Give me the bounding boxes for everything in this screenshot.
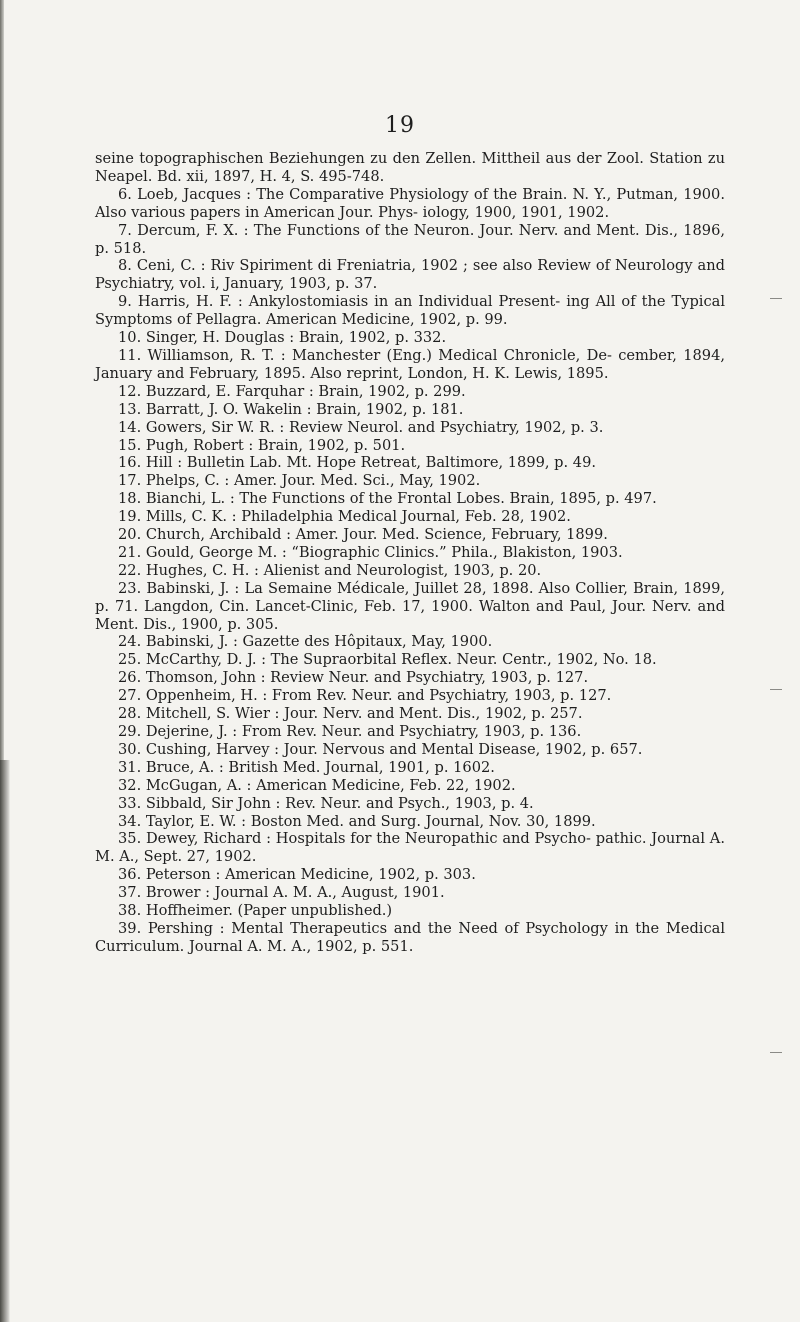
reference-31: 31. Bruce, A. : British Med. Journal, 1901, p. 1602. [118,758,495,776]
reference-7: 7. Dercum, F. X. : The Functions of the Neuron. Jour. Nerv. and Ment. Dis., 1896, p. 518. [95,221,725,257]
reference-29: 29. Dejerine, J. : From Rev. Neur. and Psychiatry, 1903, p. 136. [118,723,582,740]
reference-32: 32. McGugan, A. : American Medicine, Feb. 22, 1902. [118,776,516,794]
margin-mark [770,689,782,690]
reference-35: 35. Dewey, Richard : Hospitals for the Neuropathic and Psycho- pathic. Journal A. M. A., Sept. 27, 1902. [95,830,725,866]
reference-12: 12. Buzzard, E. Farquhar : Brain, 1902, p. 299. [118,382,466,400]
reference-20: 20. Church, Archibald : Amer. Jour. Med. Science, February, 1899. [118,526,608,544]
reference-34: 34. Taylor, E. W. : Boston Med. and Surg. Journal, Nov. 30, 1899. [118,812,596,830]
reference-list [95,150,725,956]
margin-mark [770,1052,782,1053]
reference-14: 14. Gowers, Sir W. R. : Review Neurol. and Psychiatry, 1902, p. 3. [118,418,604,436]
reference-38: 38. Hoffheimer. (Paper unpublished.) [118,902,393,920]
reference-21: 21. Gould, George M. : “Biographic Clinics.” Phila., Blakiston, 1903. [118,543,623,561]
reference-30: 30. Cushing, Harvey : Jour. Nervous and Mental Disease, 1902, p. 657. [118,740,643,758]
reference-23: 23. Babinski, J. : La Semaine Médicale, Juillet 28, 1898. Also Collier, Brain, 1899, p. 71. Langdon, Cin. Lancet-Clinic, Feb. 17, 1900. Walton and Paul, Jour. Nerv. and Ment. Dis., 1900, p. 305. [95,579,725,633]
reference-37: 37. Brower : Journal A. M. A., August, 1901. [118,884,445,902]
reference-24: 24. Babinski, J. : Gazette des Hôpitaux, May, 1900. [118,633,493,651]
reference-9: 9. Harris, H. F. : Ankylostomiasis in an Individual Present- ing All of the Typical Symptoms of Pellagra. American Medicine, 1902, p. 99. [95,293,725,329]
reference-13: 13. Barratt, J. O. Wakelin : Brain, 1902, p. 181. [118,400,464,418]
reference-15: 15. Pugh, Robert : Brain, 1902, p. 501. [118,436,406,454]
reference-19: 19. Mills, C. K. : Philadelphia Medical Journal, Feb. 28, 1902. [118,508,571,526]
reference-33: 33. Sibbald, Sir John : Rev. Neur. and Psych., 1903, p. 4. [118,794,534,812]
page-binding-shadow-lower [0,760,10,1322]
reference-continuation: seine topographischen Beziehungen zu den Zellen. Mittheil aus der Zool. Station zu Neapel. Bd. xii, 1897, H. 4, S. 495-748. [95,150,725,185]
reference-8: 8. Ceni, C. : Riv Spiriment di Freniatria, 1902 ; see also Review of Neurology and Psychiatry, vol. i, January, 1903, p. 37. [95,257,725,293]
reference-18: 18. Bianchi, L. : The Functions of the Frontal Lobes. Brain, 1895, p. 497. [118,490,657,508]
reference-27: 27. Oppenheim, H. : From Rev. Neur. and Psychiatry, 1903, p. 127. [118,687,612,705]
page-number: 19 [385,113,415,138]
reference-39: 39. Pershing : Mental Therapeutics and the Need of Psychology in the Medical Curriculum. Journal A. M. A., 1902, p. 551. [95,919,725,955]
reference-22: 22. Hughes, C. H. : Alienist and Neurologist, 1903, p. 20. [118,561,542,579]
reference-28: 28. Mitchell, S. Wier : Jour. Nerv. and Ment. Dis., 1902, p. 257. [118,705,583,723]
reference-11: 11. Williamson, R. T. : Manchester (Eng.) Medical Chronicle, De- cember, 1894, January and February, 1895. Also reprint, London, H. K. Lewis, 1895. [95,346,725,382]
reference-6: 6. Loeb, Jacques : The Comparative Physiology of the Brain. N. Y., Putman, 1900. Also various papers in American Jour. Phys- iology, 1900, 1901, 1902. [95,185,725,221]
reference-36: 36. Peterson : American Medicine, 1902, p. 303. [118,866,476,884]
reference-17: 17. Phelps, C. : Amer. Jour. Med. Sci., May, 1902. [118,472,481,490]
reference-10: 10. Singer, H. Douglas : Brain, 1902, p. 332. [118,329,447,347]
reference-25: 25. McCarthy, D. J. : The Supraorbital Reflex. Neur. Centr., 1902, No. 18. [118,651,657,669]
margin-mark [770,298,782,299]
reference-26: 26. Thomson, John : Review Neur. and Psychiatry, 1903, p. 127. [118,669,589,687]
reference-16: 16. Hill : Bulletin Lab. Mt. Hope Retreat, Baltimore, 1899, p. 49. [118,454,596,472]
